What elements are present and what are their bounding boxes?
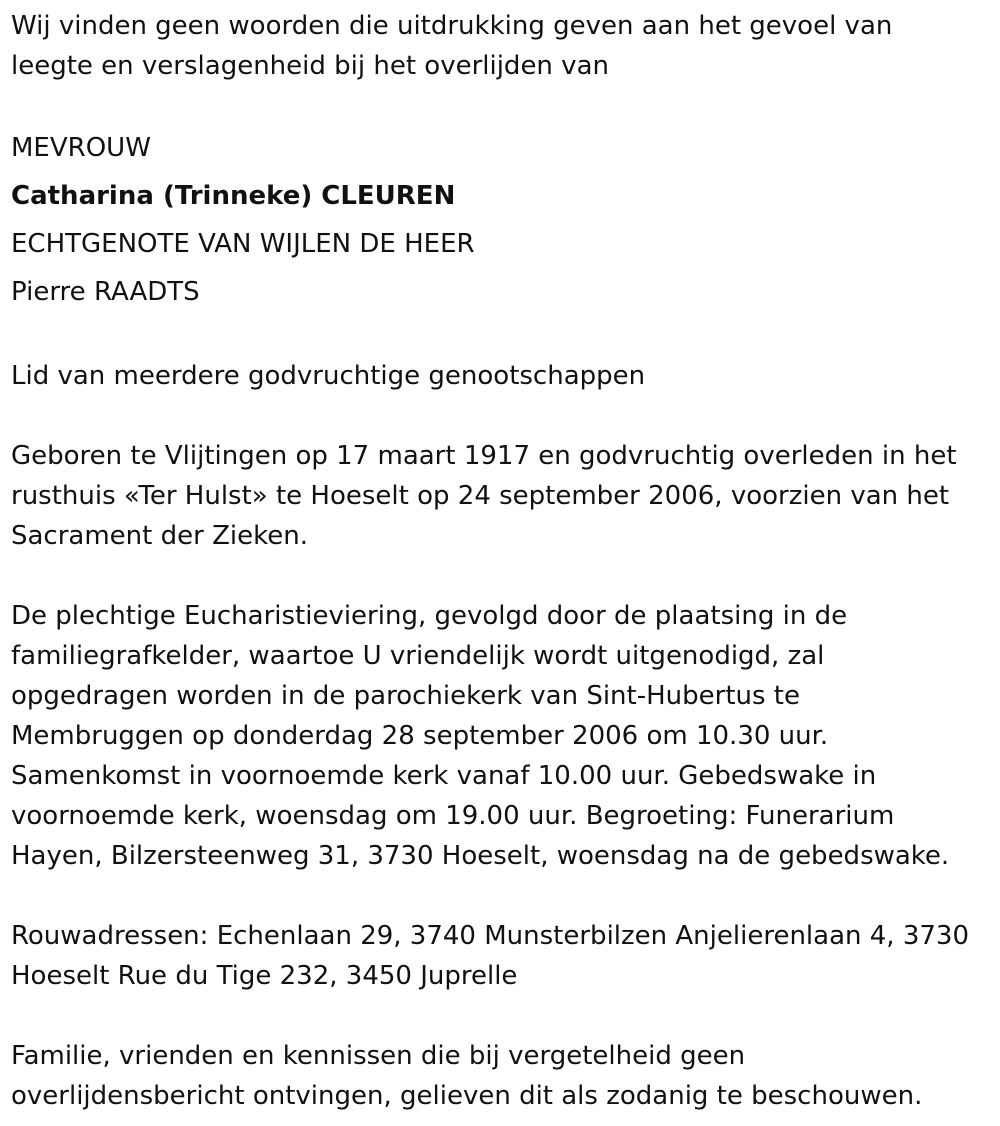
ceremony-line: voornoemde kerk, woensdag om 19.00 uur. Begroeting: Funerarium xyxy=(11,801,895,831)
ceremony-line: Membruggen op donderdag 28 september 2006 om 10.30 uur. xyxy=(11,721,829,751)
deceased-name: Catharina (Trinneke) CLEUREN xyxy=(11,181,456,211)
deceased-title: MEVROUW xyxy=(11,133,151,163)
intro-line: Wij vinden geen woorden die uitdrukking geven aan het gevoel van xyxy=(11,11,893,41)
closing-paragraph xyxy=(11,1036,990,1116)
birth-death-line: Geboren te Vlijtingen op 17 maart 1917 en godvruchtig overleden in het xyxy=(11,441,957,471)
closing-line: Familie, vrienden en kennissen die bij vergetelheid geen xyxy=(11,1041,746,1071)
deceased-block xyxy=(11,124,990,316)
paragraph-gap xyxy=(11,556,990,596)
birth-death-line: Sacrament der Zieken. xyxy=(11,521,308,551)
ceremony-line: opgedragen worden in de parochiekerk van Sint-Hubertus te xyxy=(11,681,800,711)
paragraph-gap xyxy=(11,996,990,1036)
deceased-relation: ECHTGENOTE VAN WIJLEN DE HEER xyxy=(11,229,475,259)
address-line: Hoeselt Rue du Tige 232, 3450 Juprelle xyxy=(11,961,518,991)
intro-paragraph xyxy=(11,6,990,86)
paragraph-gap xyxy=(11,86,990,126)
intro-line: leegte en verslagenheid bij het overlijden van xyxy=(11,51,609,81)
ceremony-line: De plechtige Eucharistieviering, gevolgd door de plaatsing in de xyxy=(11,601,848,631)
ceremony-line: Hayen, Bilzersteenweg 31, 3730 Hoeselt, woensdag na de gebedswake. xyxy=(11,841,950,871)
spouse-name: Pierre RAADTS xyxy=(11,277,200,307)
address-line: Rouwadressen: Echenlaan 29, 3740 Munsterbilzen Anjelierenlaan 4, 3730 xyxy=(11,921,969,951)
ceremony-line: familiegrafkelder, waartoe U vriendelijk wordt uitgenodigd, zal xyxy=(11,641,825,671)
closing-line: overlijdensbericht ontvingen, gelieven dit als zodanig te beschouwen. xyxy=(11,1081,923,1111)
paragraph-gap xyxy=(11,316,990,356)
ceremony-line: Samenkomst in voornoemde kerk vanaf 10.00 uur. Gebedswake in xyxy=(11,761,877,791)
membership-paragraph xyxy=(11,356,990,396)
membership-line: Lid van meerdere godvruchtige genootschappen xyxy=(11,361,646,391)
birth-death-line: rusthuis «Ter Hulst» te Hoeselt op 24 september 2006, voorzien van het xyxy=(11,481,950,511)
paragraph-gap xyxy=(11,876,990,916)
ceremony-paragraph xyxy=(11,596,990,876)
addresses-paragraph xyxy=(11,916,990,996)
birth-death-paragraph xyxy=(11,436,990,556)
paragraph-gap xyxy=(11,396,990,436)
